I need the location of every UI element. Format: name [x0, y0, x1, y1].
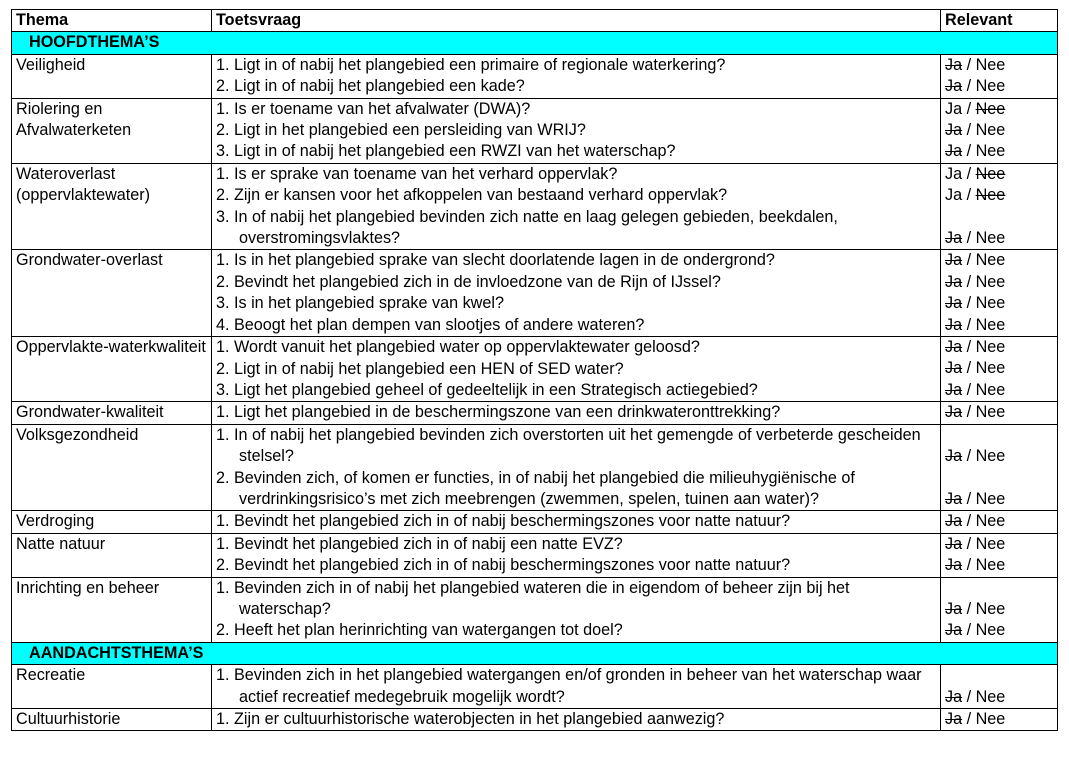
ja-option: Ja [945, 512, 963, 531]
relevant-answer [945, 120, 1057, 141]
relevant-answer [945, 599, 1057, 620]
nee-option: Nee [975, 599, 1006, 618]
option-separator: / [962, 55, 976, 74]
question-item: 2. Ligt in of nabij het plangebied een HEN of SED water? [216, 359, 624, 378]
relevant-answer [945, 76, 1057, 97]
ja-option: Ja [945, 403, 963, 422]
ja-option: Ja [945, 556, 963, 575]
nee-option: Nee [975, 403, 1006, 422]
table-row [12, 250, 1058, 337]
relevant-answer [945, 620, 1057, 641]
relevant-answer [945, 141, 1057, 162]
nee-option: Nee [975, 315, 1006, 334]
question-item: 2. Heeft het plan herinrichting van watergangen tot doel? [216, 621, 623, 640]
question-item: 1. Wordt vanuit het plangebied water op oppervlaktewater geloosd? [216, 338, 700, 357]
relevant-cell [941, 665, 1058, 709]
table-row [12, 533, 1058, 577]
table-row [12, 163, 1058, 250]
table-row [12, 709, 1058, 731]
question-item: 3. In of nabij het plangebied bevinden zich natte en laag gelegen gebieden, beekdalen, overstromingsvlaktes? [216, 207, 838, 248]
nee-option: Nee [975, 229, 1006, 248]
option-separator: / [962, 621, 976, 640]
ja-option: Ja [945, 99, 963, 118]
option-separator: / [962, 272, 976, 291]
option-separator: / [962, 294, 976, 313]
relevant-answer [945, 446, 1057, 467]
toetsvraag-cell [212, 337, 941, 402]
nee-option: Nee [975, 272, 1006, 291]
ja-option: Ja [945, 710, 963, 728]
section-row-hoofdthemas [12, 32, 1058, 54]
toetsvraag-cell [212, 250, 941, 337]
relevant-cell [941, 533, 1058, 577]
thema-cell: Cultuurhistorie [12, 709, 212, 731]
nee-option: Nee [975, 121, 1006, 140]
option-separator: / [962, 512, 976, 531]
relevant-answer [945, 228, 1057, 249]
option-separator: / [962, 121, 976, 140]
ja-option: Ja [945, 77, 963, 96]
nee-option: Nee [975, 512, 1006, 531]
ja-option: Ja [945, 534, 963, 553]
question-item: 1. Bevinden zich in of nabij het plangebied wateren die in eigendom of beheer zijn bij het waterschap? [216, 578, 850, 618]
header-thema: Thema [12, 10, 212, 32]
ja-option: Ja [945, 359, 963, 378]
question-item: 1. Bevindt het plangebied zich in of nabij een natte EVZ? [216, 534, 623, 553]
nee-option: Nee [975, 489, 1006, 508]
thema-cell: Grondwater-overlast [12, 250, 212, 337]
ja-option: Ja [945, 229, 963, 248]
relevant-answer [945, 402, 1057, 423]
thema-cell: Natte natuur [12, 533, 212, 577]
nee-option: Nee [975, 77, 1006, 96]
relevant-answer [945, 164, 1057, 185]
thema-cell: Grondwater-kwaliteit [12, 402, 212, 424]
section-row-aandachtsthemas [12, 642, 1058, 664]
table-row [12, 98, 1058, 163]
toetsvraag-cell [212, 665, 941, 709]
ja-option: Ja [945, 55, 963, 74]
relevant-answer [945, 380, 1057, 401]
nee-option: Nee [975, 55, 1006, 74]
nee-option: Nee [975, 621, 1006, 640]
nee-option: Nee [975, 687, 1006, 706]
option-separator: / [962, 556, 976, 575]
ja-option: Ja [945, 121, 963, 140]
nee-option: Nee [975, 447, 1006, 466]
question-item: 3. Ligt in of nabij het plangebied een RWZI van het waterschap? [216, 142, 676, 161]
option-separator: / [962, 447, 976, 466]
thema-cell: Veiligheid [12, 54, 212, 98]
relevant-cell [941, 577, 1058, 642]
option-separator: / [962, 710, 976, 728]
thema-cell: Volksgezondheid [12, 424, 212, 511]
question-item: 1. Bevindt het plangebied zich in of nabij beschermingszones voor natte natuur? [216, 512, 791, 531]
thema-cell: Recreatie [12, 665, 212, 709]
relevant-spacer [945, 207, 1057, 228]
header-relevant: Relevant [941, 10, 1058, 32]
table-row [12, 511, 1058, 533]
question-item: 2. Ligt in of nabij het plangebied een kade? [216, 77, 525, 96]
option-separator: / [962, 186, 976, 205]
relevant-answer [945, 293, 1057, 314]
question-item: 2. Bevindt het plangebied zich in of nabij beschermingszones voor natte natuur? [216, 556, 791, 575]
option-separator: / [962, 534, 976, 553]
thema-cell: Inrichting en beheer [12, 577, 212, 642]
nee-option: Nee [975, 164, 1006, 183]
ja-option: Ja [945, 315, 963, 334]
nee-option: Nee [975, 380, 1006, 399]
option-separator: / [962, 142, 976, 161]
question-item: 1. In of nabij het plangebied bevinden zich overstorten uit het gemengde of verbeterde gescheiden stelsel? [216, 425, 921, 466]
relevant-cell [941, 337, 1058, 402]
option-separator: / [962, 599, 976, 618]
relevant-answer [945, 99, 1057, 120]
relevant-answer [945, 337, 1057, 358]
ja-option: Ja [945, 338, 963, 357]
option-separator: / [962, 315, 976, 334]
nee-option: Nee [975, 556, 1006, 575]
assessment-table [11, 9, 1058, 731]
header-row [12, 10, 1058, 32]
relevant-answer [945, 687, 1057, 708]
question-item: 1. Is er sprake van toename van het verhard oppervlak? [216, 164, 618, 183]
ja-option: Ja [945, 142, 963, 161]
table-row [12, 665, 1058, 709]
relevant-answer [945, 489, 1057, 510]
thema-cell: Oppervlakte-waterkwaliteit [12, 337, 212, 402]
ja-option: Ja [945, 489, 963, 508]
relevant-spacer [945, 578, 1057, 599]
ja-option: Ja [945, 447, 963, 466]
relevant-cell [941, 424, 1058, 511]
table-row [12, 54, 1058, 98]
relevant-answer [945, 315, 1057, 336]
nee-option: Nee [975, 338, 1006, 357]
relevant-cell [941, 511, 1058, 533]
relevant-cell [941, 402, 1058, 424]
relevant-answer [945, 358, 1057, 379]
relevant-spacer [945, 425, 1057, 446]
nee-option: Nee [975, 710, 1006, 728]
thema-cell: Wateroverlast (oppervlaktewater) [12, 163, 212, 250]
relevant-answer [945, 250, 1057, 271]
ja-option: Ja [945, 186, 963, 205]
option-separator: / [962, 251, 976, 270]
toetsvraag-cell [212, 424, 941, 511]
option-separator: / [962, 359, 976, 378]
table-row [12, 424, 1058, 511]
question-item: 1. Zijn er cultuurhistorische waterobjecten in het plangebied aanwezig? [216, 710, 725, 728]
relevant-spacer [945, 665, 1057, 686]
option-separator: / [962, 687, 976, 706]
question-item: 2. Bevindt het plangebied zich in de invloedzone van de Rijn of IJssel? [216, 272, 721, 291]
toetsvraag-cell [212, 577, 941, 642]
toetsvraag-cell [212, 98, 941, 163]
toetsvraag-cell [212, 54, 941, 98]
toetsvraag-cell [212, 163, 941, 250]
question-item: 4. Beoogt het plan dempen van slootjes of andere wateren? [216, 315, 645, 334]
relevant-answer [945, 55, 1057, 76]
question-item: 1. Is in het plangebied sprake van slecht doorlatende lagen in de ondergrond? [216, 251, 775, 270]
thema-cell: Riolering en Afvalwaterketen [12, 98, 212, 163]
nee-option: Nee [975, 359, 1006, 378]
table-row [12, 577, 1058, 642]
option-separator: / [962, 489, 976, 508]
nee-option: Nee [975, 142, 1006, 161]
ja-option: Ja [945, 599, 963, 618]
nee-option: Nee [975, 186, 1006, 205]
ja-option: Ja [945, 687, 963, 706]
ja-option: Ja [945, 294, 963, 313]
option-separator: / [962, 403, 976, 422]
thema-cell: Verdroging [12, 511, 212, 533]
question-item: 1. Is er toename van het afvalwater (DWA)? [216, 99, 531, 118]
ja-option: Ja [945, 621, 963, 640]
question-item: 3. Ligt het plangebied geheel of gedeeltelijk in een Strategisch actiegebied? [216, 380, 758, 399]
relevant-answer [945, 534, 1057, 555]
section-title-hoofdthemas: HOOFDTHEMA’S [12, 32, 1058, 54]
question-item: 2. Bevinden zich, of komen er functies, in of nabij het plangebied die milieuhygiënische of verdrinkingsrisico’s met zich meebrengen (zwemmen, spelen, tuinen aan water)? [216, 468, 855, 508]
toetsvraag-cell [212, 511, 941, 533]
question-item: 2. Zijn er kansen voor het afkoppelen van bestaand verhard oppervlak? [216, 186, 728, 205]
nee-option: Nee [975, 99, 1006, 118]
relevant-cell [941, 54, 1058, 98]
section-title-aandachtsthemas: AANDACHTSTHEMA’S [12, 642, 1058, 664]
question-item: 1. Bevinden zich in het plangebied watergangen en/of gronden in beheer van het waterschap waar actief recreatief medegebruik mogelijk wordt? [216, 666, 922, 706]
option-separator: / [962, 229, 976, 248]
table-row [12, 402, 1058, 424]
question-item: 1. Ligt in of nabij het plangebied een primaire of regionale waterkering? [216, 55, 726, 74]
toetsvraag-cell [212, 402, 941, 424]
relevant-answer [945, 555, 1057, 576]
nee-option: Nee [975, 251, 1006, 270]
nee-option: Nee [975, 534, 1006, 553]
relevant-answer [945, 185, 1057, 206]
question-item: 2. Ligt in het plangebied een persleiding van WRIJ? [216, 121, 586, 140]
relevant-answer [945, 709, 1057, 730]
toetsvraag-cell [212, 709, 941, 731]
question-item: 1. Ligt het plangebied in de beschermingszone van een drinkwateronttrekking? [216, 403, 781, 422]
relevant-cell [941, 250, 1058, 337]
relevant-answer [945, 511, 1057, 532]
nee-option: Nee [975, 294, 1006, 313]
relevant-cell [941, 98, 1058, 163]
relevant-answer [945, 272, 1057, 293]
ja-option: Ja [945, 164, 963, 183]
relevant-spacer [945, 468, 1057, 489]
table-row [12, 337, 1058, 402]
option-separator: / [962, 77, 976, 96]
option-separator: / [962, 380, 976, 399]
option-separator: / [962, 338, 976, 357]
option-separator: / [962, 99, 976, 118]
ja-option: Ja [945, 380, 963, 399]
toetsvraag-cell [212, 533, 941, 577]
relevant-cell [941, 163, 1058, 250]
question-item: 3. Is in het plangebied sprake van kwel? [216, 294, 504, 313]
ja-option: Ja [945, 251, 963, 270]
header-toetsvraag: Toetsvraag [212, 10, 941, 32]
option-separator: / [962, 164, 976, 183]
ja-option: Ja [945, 272, 963, 291]
relevant-cell [941, 709, 1058, 731]
